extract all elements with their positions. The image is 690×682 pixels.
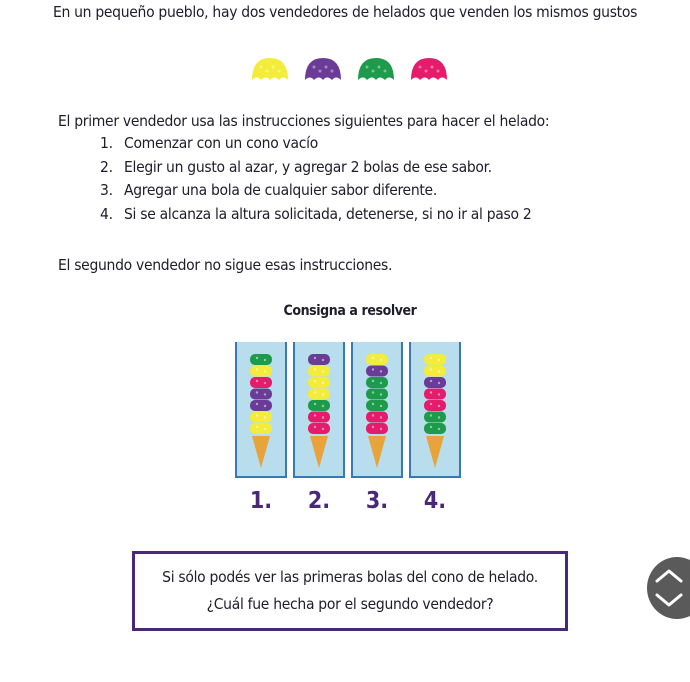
cone-option-4[interactable] xyxy=(409,342,461,478)
instruction-step xyxy=(100,158,531,182)
pink-scoop xyxy=(424,389,446,400)
green-scoop xyxy=(366,389,388,400)
chevron-up-down-icon xyxy=(647,557,687,619)
second-vendor-text: El segundo vendedor no sigue esas instrucciones. xyxy=(58,256,393,274)
instruction-step xyxy=(100,134,531,158)
green-scoop xyxy=(424,423,446,434)
yellow-scoop xyxy=(308,377,330,388)
step-number: 1. xyxy=(100,134,113,152)
purple-scoop xyxy=(250,400,272,411)
pink-scoop xyxy=(366,423,388,434)
pink-scoop xyxy=(424,400,446,411)
cone-label-2: 2. xyxy=(307,488,331,514)
instructions-list xyxy=(100,134,531,228)
purple-scoop xyxy=(366,366,388,377)
step-number: 4. xyxy=(100,204,113,223)
intro-text: En un pequeño pueblo, hay dos vendedores de helados que venden los mismos gustos xyxy=(52,3,638,21)
cone-2-graphic xyxy=(295,342,343,476)
cone-label-1: 1. xyxy=(249,488,273,514)
cone-icon xyxy=(252,436,270,468)
yellow-scoop xyxy=(366,354,388,365)
cone-option-2[interactable] xyxy=(293,342,345,478)
green-scoop xyxy=(250,354,272,365)
cone-1-graphic xyxy=(237,342,285,476)
green-scoop xyxy=(366,400,388,411)
cone-label-3: 3. xyxy=(365,488,389,514)
pink-scoop xyxy=(250,377,272,388)
cone-icon xyxy=(368,436,386,468)
instruction-step xyxy=(100,181,531,205)
green-flavor-scoop xyxy=(358,58,394,80)
yellow-scoop xyxy=(250,412,272,423)
question-line-1: Si sólo podés ver las primeras bolas del cono de helado. xyxy=(162,568,538,586)
yellow-scoop xyxy=(250,423,272,434)
cone-icon xyxy=(426,436,444,468)
instruction-step xyxy=(100,205,531,229)
step-text: Elegir un gusto al azar, y agregar 2 bolas de ese sabor. xyxy=(124,157,492,176)
green-scoop xyxy=(308,400,330,411)
task-title: Consigna a resolver xyxy=(283,303,417,319)
step-number: 2. xyxy=(100,157,113,176)
purple-scoop xyxy=(250,389,272,400)
pink-flavor-scoop xyxy=(411,58,447,80)
cone-option-3[interactable] xyxy=(351,342,403,478)
pink-scoop xyxy=(308,412,330,423)
purple-scoop xyxy=(424,377,446,388)
cone-label-4: 4. xyxy=(423,488,447,514)
yellow-scoop xyxy=(424,354,446,365)
cone-option-1[interactable] xyxy=(235,342,287,478)
step-text: Si se alcanza la altura solicitada, detenerse, si no ir al paso 2 xyxy=(124,204,532,223)
purple-scoop xyxy=(308,354,330,365)
yellow-scoop xyxy=(424,366,446,377)
green-scoop xyxy=(366,377,388,388)
yellow-scoop xyxy=(308,366,330,377)
step-number: 3. xyxy=(100,181,113,199)
step-text: Comenzar con un cono vacío xyxy=(124,134,318,152)
green-scoop xyxy=(424,412,446,423)
yellow-flavor-scoop xyxy=(252,58,288,80)
pink-scoop xyxy=(366,412,388,423)
yellow-scoop xyxy=(308,389,330,400)
yellow-scoop xyxy=(250,366,272,377)
question-box xyxy=(132,551,568,631)
pink-scoop xyxy=(308,423,330,434)
cone-4-graphic xyxy=(411,342,459,476)
question-line-2: ¿Cuál fue hecha por el segundo vendedor? xyxy=(206,595,494,613)
cone-icon xyxy=(310,436,328,468)
instructions-lead: El primer vendedor usa las instrucciones siguientes para hacer el helado: xyxy=(58,112,550,130)
purple-flavor-scoop xyxy=(305,58,341,80)
scroll-toggle-button[interactable] xyxy=(647,557,690,619)
step-text: Agregar una bola de cualquier sabor diferente. xyxy=(124,181,437,199)
flavor-scoops-row xyxy=(250,50,450,86)
cone-3-graphic xyxy=(353,342,401,476)
